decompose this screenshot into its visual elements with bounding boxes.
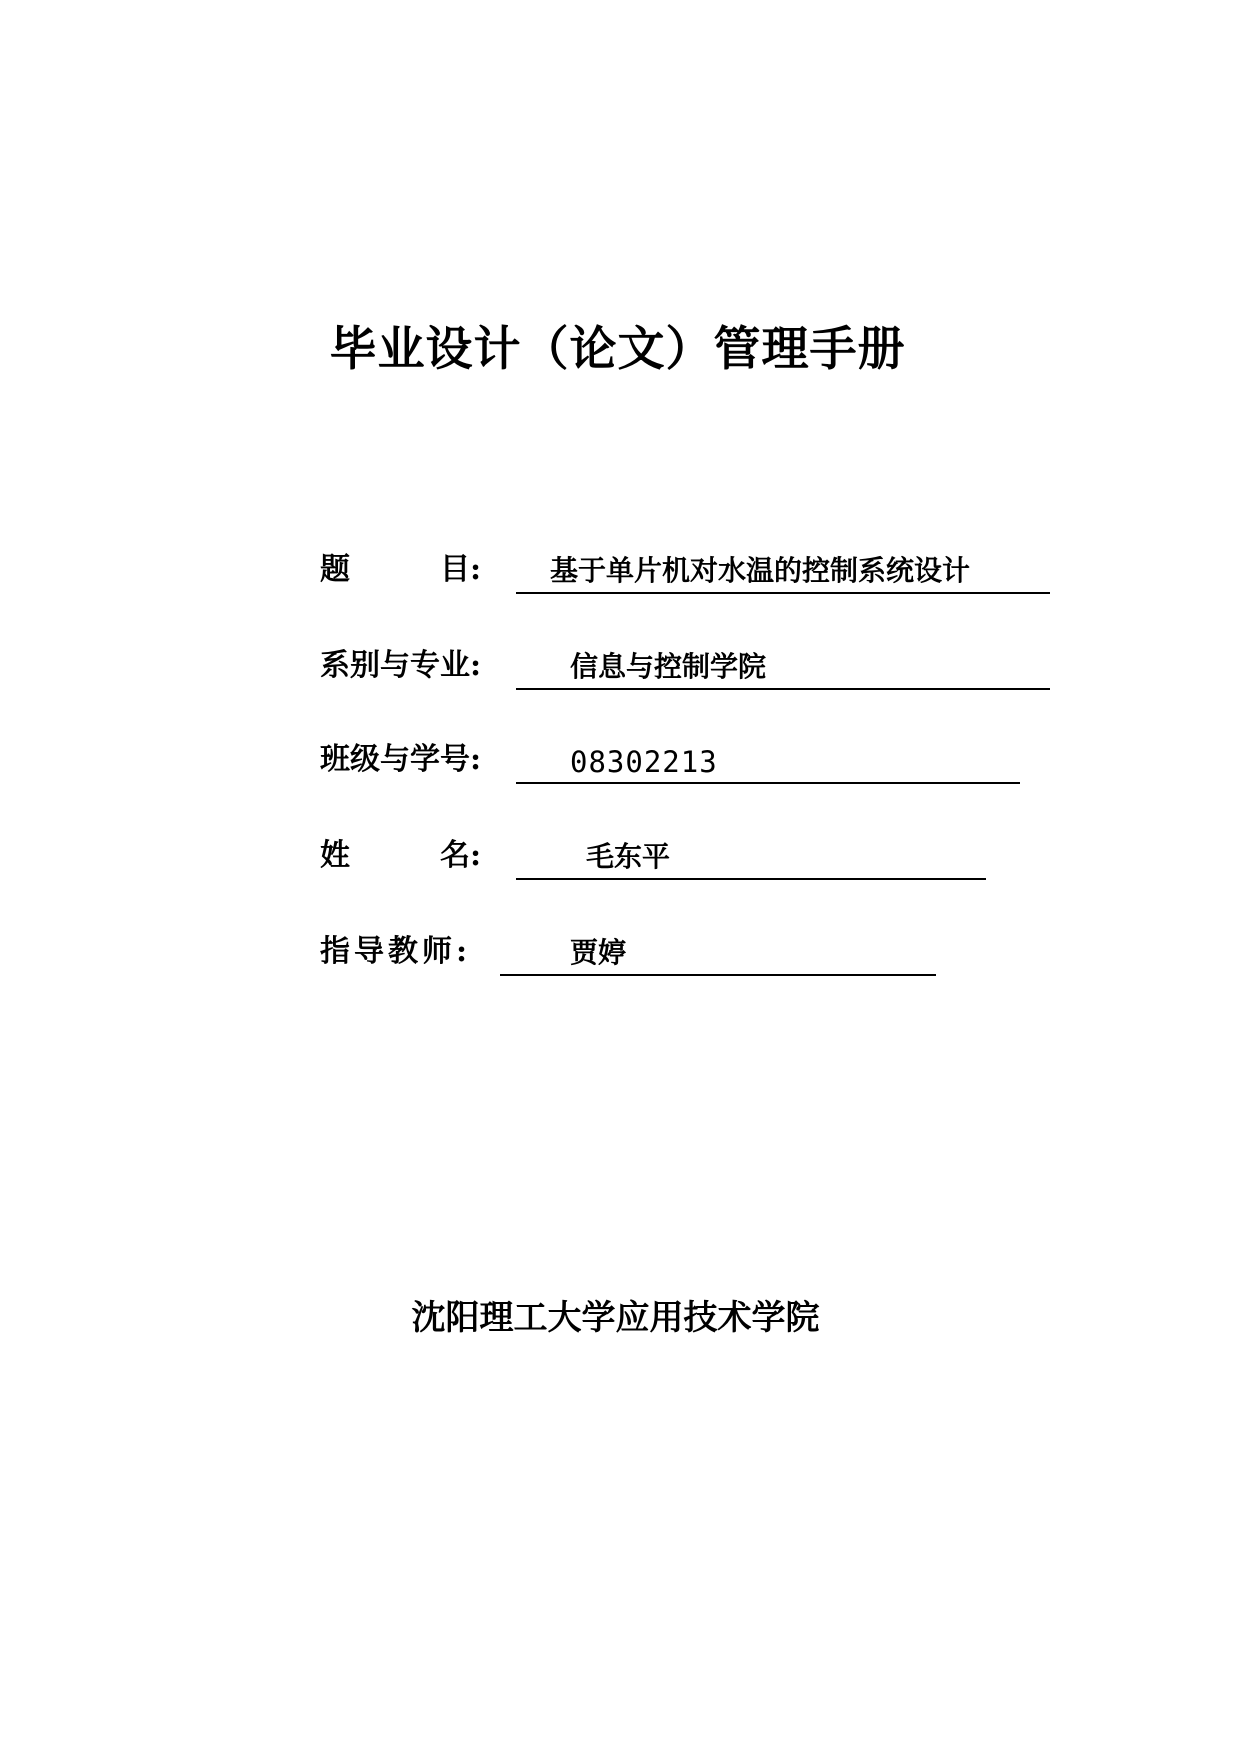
field-name (320, 836, 986, 880)
document-title: 毕业设计（论文）管理手册 (329, 322, 906, 377)
institution-name: 沈阳理工大学应用技术学院 (411, 1298, 820, 1338)
field-class-id-value: 08302213 (570, 745, 718, 779)
field-topic (320, 550, 1050, 594)
field-department-value: 信息与控制学院 (570, 650, 767, 683)
field-name-value: 毛东平 (586, 840, 671, 873)
field-advisor-label: 指导教师: (320, 934, 472, 969)
field-advisor-value: 贾婷 (570, 936, 627, 969)
field-department-label: 系别与专业: (320, 648, 482, 683)
field-topic-label: 题 目: (320, 552, 482, 587)
field-name-label: 姓 名: (320, 838, 482, 873)
field-department (320, 646, 1050, 690)
field-advisor-underline (500, 934, 936, 976)
field-class-id-label: 班级与学号: (320, 742, 482, 777)
field-class-id (320, 740, 1020, 784)
field-topic-value: 基于单片机对水温的控制系统设计 (550, 554, 971, 587)
field-advisor (320, 932, 936, 976)
